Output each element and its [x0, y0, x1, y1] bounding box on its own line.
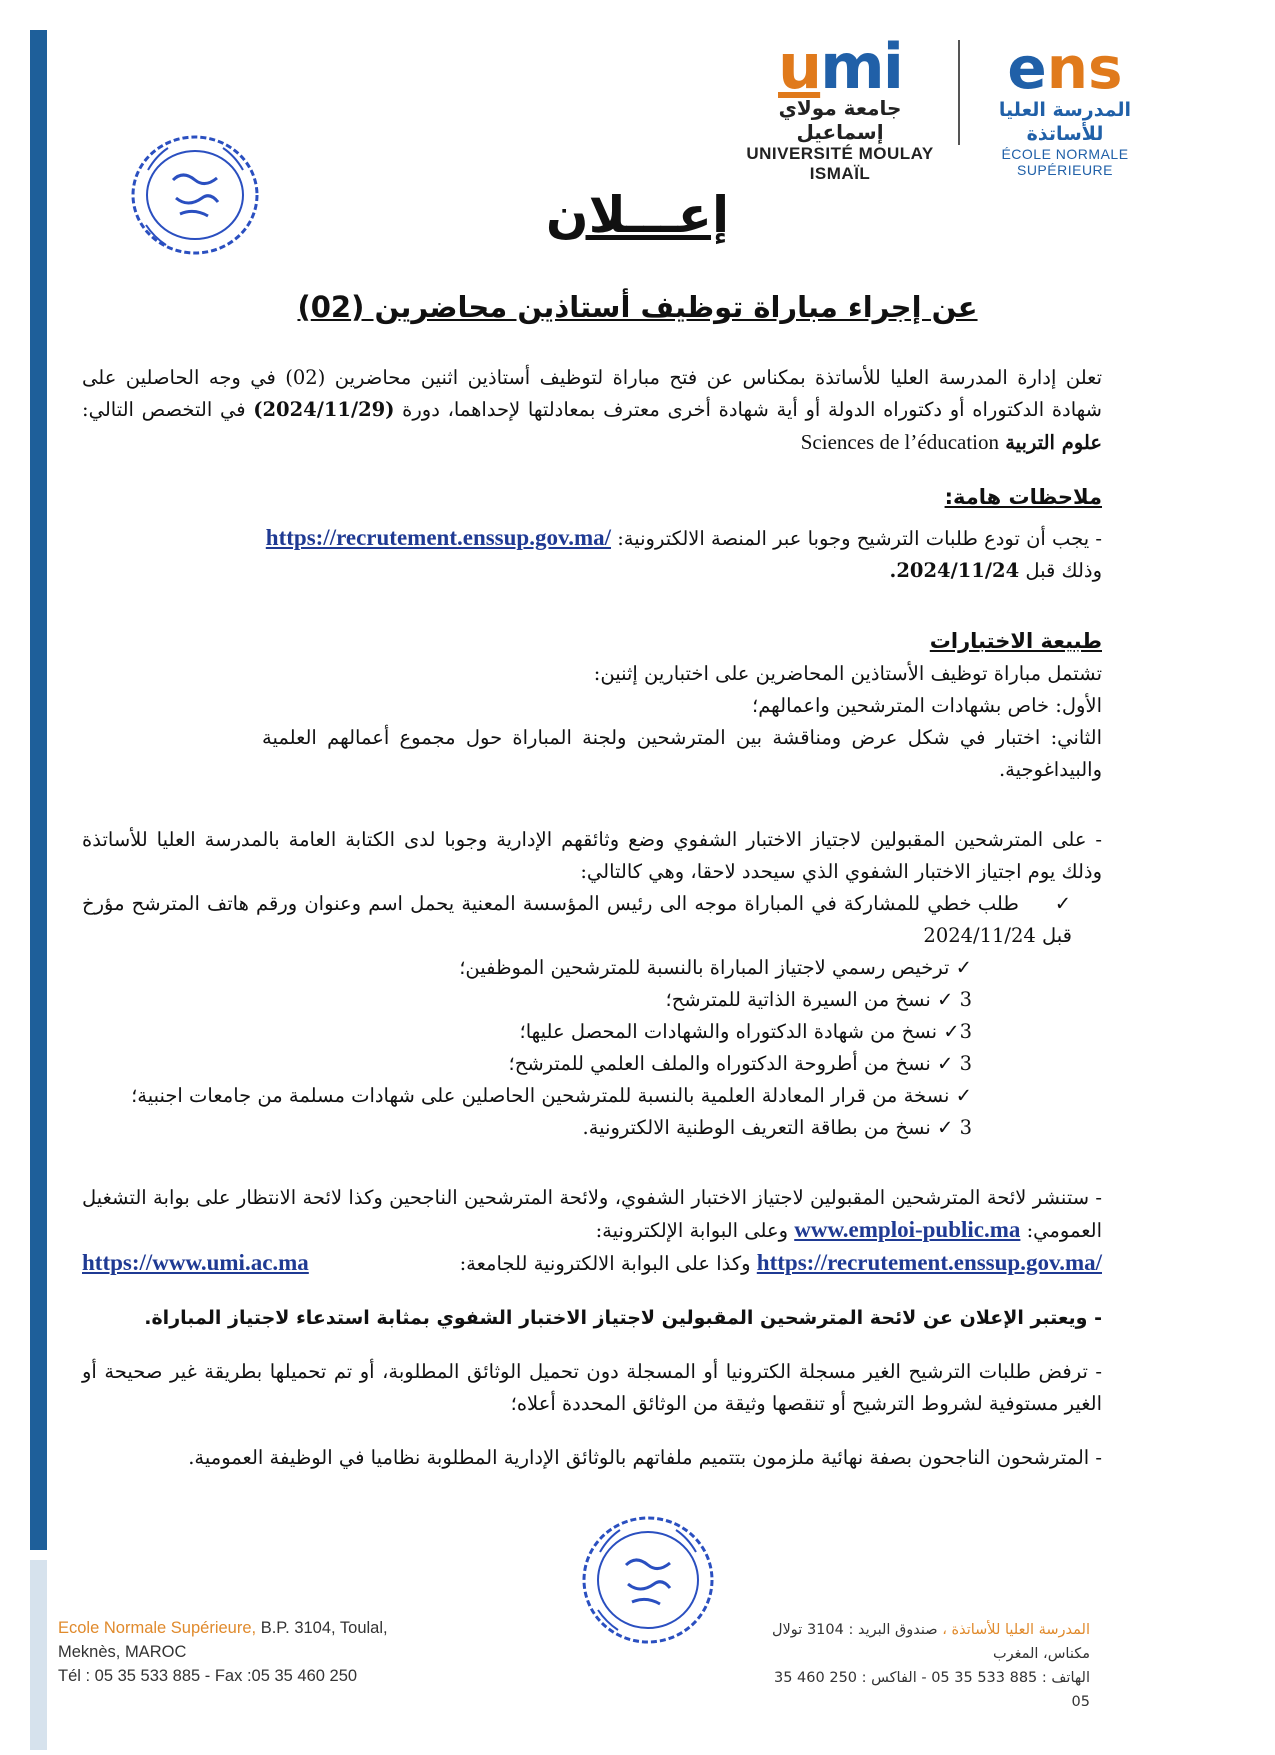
specialty-arabic: علوم التربية	[1005, 431, 1102, 454]
list-item: 3 ✓ نسخ من أطروحة الدكتوراه والملف العلمي للمترشح؛	[508, 1052, 972, 1075]
umi-arabic-name: جامعة مولاي إسماعيل	[778, 96, 902, 144]
announcement-body	[82, 362, 1102, 1474]
tests-heading: طبيعة الاختبارات	[929, 629, 1102, 653]
intro-paragraph: تعلن إدارة المدرسة العليا للأساتذة بمكناس عن فتح مباراة لتوظيف أستاذين اثنين محاضرين (02) في وجه الحاصلين على شهادة الدكتوراه أو دكتوراه الدولة أو أية شهادة أخرى معترف بمعادلتها لإحداهما، دورة (2024/11/29) في التخصص التالي: علوم التربية Sciences de l’éducation	[82, 366, 1102, 454]
left-margin-bar-faded	[30, 1560, 47, 1750]
ens-french-name: ÉCOLE NORMALE SUPÉRIEURE	[1001, 146, 1129, 178]
ens-arabic-name: المدرسة العليا للأساتذة	[998, 99, 1132, 145]
footer-arabic: المدرسة العليا للأساتذة ، صندوق البريد : 3104 تولال مكناس، المغرب الهاتف : 885 533 35 05 - الفاكس : 250 460 35 05	[772, 1622, 1090, 1710]
notes-heading: ملاحظات هامة:	[944, 485, 1102, 509]
left-margin-bar	[30, 30, 47, 1550]
umi-logo-mark: umi	[778, 30, 902, 103]
emploi-public-link[interactable]: www.emploi-public.ma	[794, 1217, 1021, 1242]
list-item: ✓ نسخة من قرار المعادلة العلمية بالنسبة للمترشحين الحاصلين على شهادات مسلمة من جامعات اجنبية؛	[131, 1084, 972, 1107]
deadline-date: 2024/11/24.	[889, 559, 1020, 582]
rejection-note: - ترفض طلبات الترشيح الغير مسجلة الكترونيا أو المسجلة دون تحميل الوثائق المطلوبة، أو تم تحميلها بطريقة غير صحيحة أو الغير مستوفية لشروط الترشيح أو تنقصها وثيقة من الوثائق المحددة أعلاه؛	[82, 1360, 1102, 1415]
list-item: 3 ✓ نسخ من بطاقة التعريف الوطنية الالكترونية.	[582, 1116, 972, 1139]
check-icon: ✓	[943, 1020, 960, 1043]
tests-line-2: الأول: خاص بشهادات المترشحين واعمالهم؛	[752, 694, 1102, 717]
check-icon: ✓	[937, 988, 954, 1011]
logo-divider	[958, 40, 960, 145]
documents-list	[82, 952, 1102, 1144]
recruitment-platform-link-2[interactable]: https://recrutement.enssup.gov.ma/	[756, 1250, 1102, 1275]
publication-links-row: https://recrutement.enssup.gov.ma/ وكذا على البوابة الالكترونية للجامعة: https://www.umi.ac.ma	[82, 1247, 1102, 1280]
winners-note: - المترشحون الناجحون بصفة نهائية ملزمون بتتميم ملفاتهم بالوثائق الإدارية المطلوبة نظاميا في الوظيفة العمومية.	[188, 1446, 1102, 1469]
list-item: 3 ✓ نسخ من السيرة الذاتية للمترشح؛	[665, 988, 972, 1011]
page-subtitle: عن إجراء مباراة توظيف أستاذين محاضرين (02)	[297, 290, 978, 324]
umi-french-name: UNIVERSITÉ MOULAY ISMAÏL	[746, 144, 934, 183]
documents-intro: - على المترشحين المقبولين لاجتياز الاختبار الشفوي وضع وثائقهم الإدارية وجوبا لدى الكتابة العامة بالمدرسة العليا للأساتذة وذلك يوم اجتياز الاختبار الشفوي الذي سيحدد لاحقا، وهي كالتالي:	[82, 828, 1102, 883]
publication-paragraph: - ستنشر لائحة المترشحين المقبولين لاجتياز الاختبار الشفوي، ولائحة المترشحين الناجحين وكذا لائحة الانتظار على بوابة التشغيل العمومي: www.emploi-public.ma وعلى البوابة الإلكترونية:	[82, 1186, 1102, 1242]
list-item: ✓ ترخيص رسمي لاجتياز المباراة بالنسبة للمترشحين الموظفين؛	[459, 956, 972, 979]
convocation-note: - ويعتبر الإعلان عن لائحة المترشحين المقبولين لاجتياز الاختبار الشفوي بمثابة استدعاء لاجتياز المباراة.	[144, 1307, 1102, 1329]
umi-website-link[interactable]: https://www.umi.ac.ma	[82, 1250, 309, 1275]
list-item: 3✓ نسخ من شهادة الدكتوراه والشهادات المحصل عليها؛	[519, 1020, 972, 1043]
footer-french: Ecole Normale Supérieure, B.P. 3104, Toulal, Meknès, MAROC Tél : 05 35 533 885 - Fax :05 35 460 250	[58, 1619, 388, 1685]
check-icon: ✓	[955, 1084, 972, 1107]
umi-logo	[735, 30, 945, 184]
ens-logo	[970, 34, 1160, 178]
tests-line-1: تشتمل مباراة توظيف الأستاذين المحاضرين على اختبارين إثنين:	[593, 662, 1102, 685]
check-icon: ✓	[1054, 892, 1072, 915]
check-icon: ✓	[937, 1116, 954, 1139]
recruitment-platform-link[interactable]: https://recrutement.enssup.gov.ma/	[265, 525, 611, 550]
official-stamp-top	[128, 130, 263, 260]
page-title: إعـــلان	[545, 186, 730, 244]
ens-logo-mark: ens	[1007, 34, 1123, 102]
check-icon: ✓	[937, 1052, 954, 1075]
check-icon: ✓	[955, 956, 972, 979]
specialty-french: Sciences de l’éducation	[800, 430, 999, 454]
official-stamp-bottom	[578, 1510, 718, 1650]
tests-line-3: الثاني: اختبار في شكل عرض ومناقشة بين المترشحين ولجنة المباراة حول مجموع أعمالهم العلمية والبيداغوجية.	[262, 726, 1102, 781]
documents-first-item: ✓ طلب خطي للمشاركة في المباراة موجه الى رئيس المؤسسة المعنية يحمل اسم وعنوان ورقم هاتف المترشح مؤرخ قبل 2024/11/24	[82, 892, 1072, 947]
notes-item-platform: - يجب أن تودع طلبات الترشيح وجوبا عبر المنصة الالكترونية: https://recrutement.enssup.gov.ma/ وذلك قبل 2024/11/24.	[265, 525, 1102, 582]
session-date: (2024/11/29)	[253, 398, 395, 421]
